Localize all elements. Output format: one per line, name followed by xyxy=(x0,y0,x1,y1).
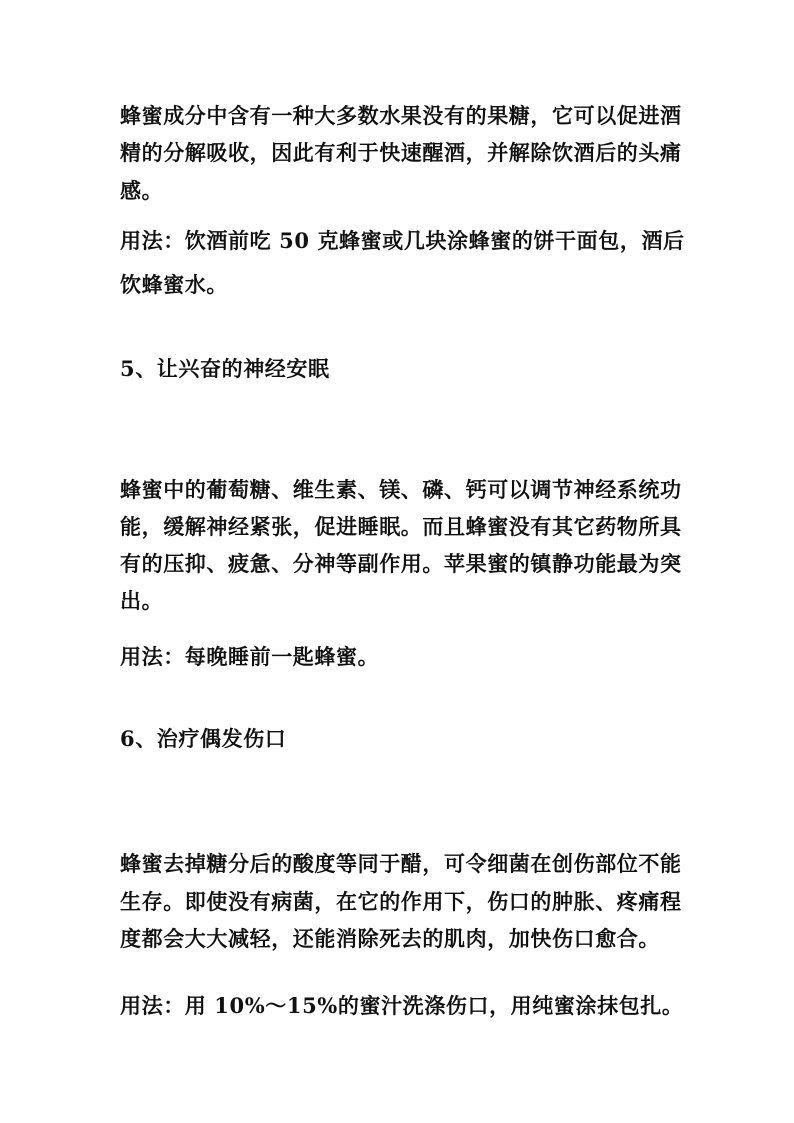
paragraph-line: 蜂蜜去掉糖分后的酸度等同于醋，可令细菌在创伤部位不能 xyxy=(120,851,682,876)
paragraph-line: 能，缓解神经紧张，促进睡眠。而且蜂蜜没有其它药物所具 xyxy=(120,514,682,539)
usage-line: 用法：用 10%～15%的蜜汁洗涤伤口，用纯蜜涂抹包扎。 xyxy=(120,993,684,1018)
section-heading: 6、治疗偶发伤口 xyxy=(120,726,287,751)
paragraph-line: 感。 xyxy=(120,178,164,203)
paragraph-line: 度都会大大减轻，还能消除死去的肌肉，加快伤口愈合。 xyxy=(120,926,660,951)
usage-line: 用法：饮酒前吃 50 克蜂蜜或几块涂蜂蜜的饼干面包，酒后 xyxy=(120,228,685,253)
usage-line: 用法：每晚睡前一匙蜂蜜。 xyxy=(120,644,380,669)
paragraph-line: 蜂蜜成分中含有一种大多数水果没有的果糖，它可以促进酒 xyxy=(120,103,682,128)
paragraph-line: 出。 xyxy=(120,588,164,613)
section-heading: 5、让兴奋的神经安眠 xyxy=(120,356,330,381)
paragraph-line: 精的分解吸收，因此有利于快速醒酒，并解除饮酒后的头痛 xyxy=(120,140,682,165)
paragraph-line: 有的压抑、疲惫、分神等副作用。苹果蜜的镇静功能最为突 xyxy=(120,551,682,576)
paragraph-line: 生存。即使没有病菌，在它的作用下，伤口的肿胀、疼痛程 xyxy=(120,889,682,914)
usage-line: 饮蜂蜜水。 xyxy=(120,272,228,297)
paragraph-line: 蜂蜜中的葡萄糖、维生素、镁、磷、钙可以调节神经系统功 xyxy=(120,477,682,502)
